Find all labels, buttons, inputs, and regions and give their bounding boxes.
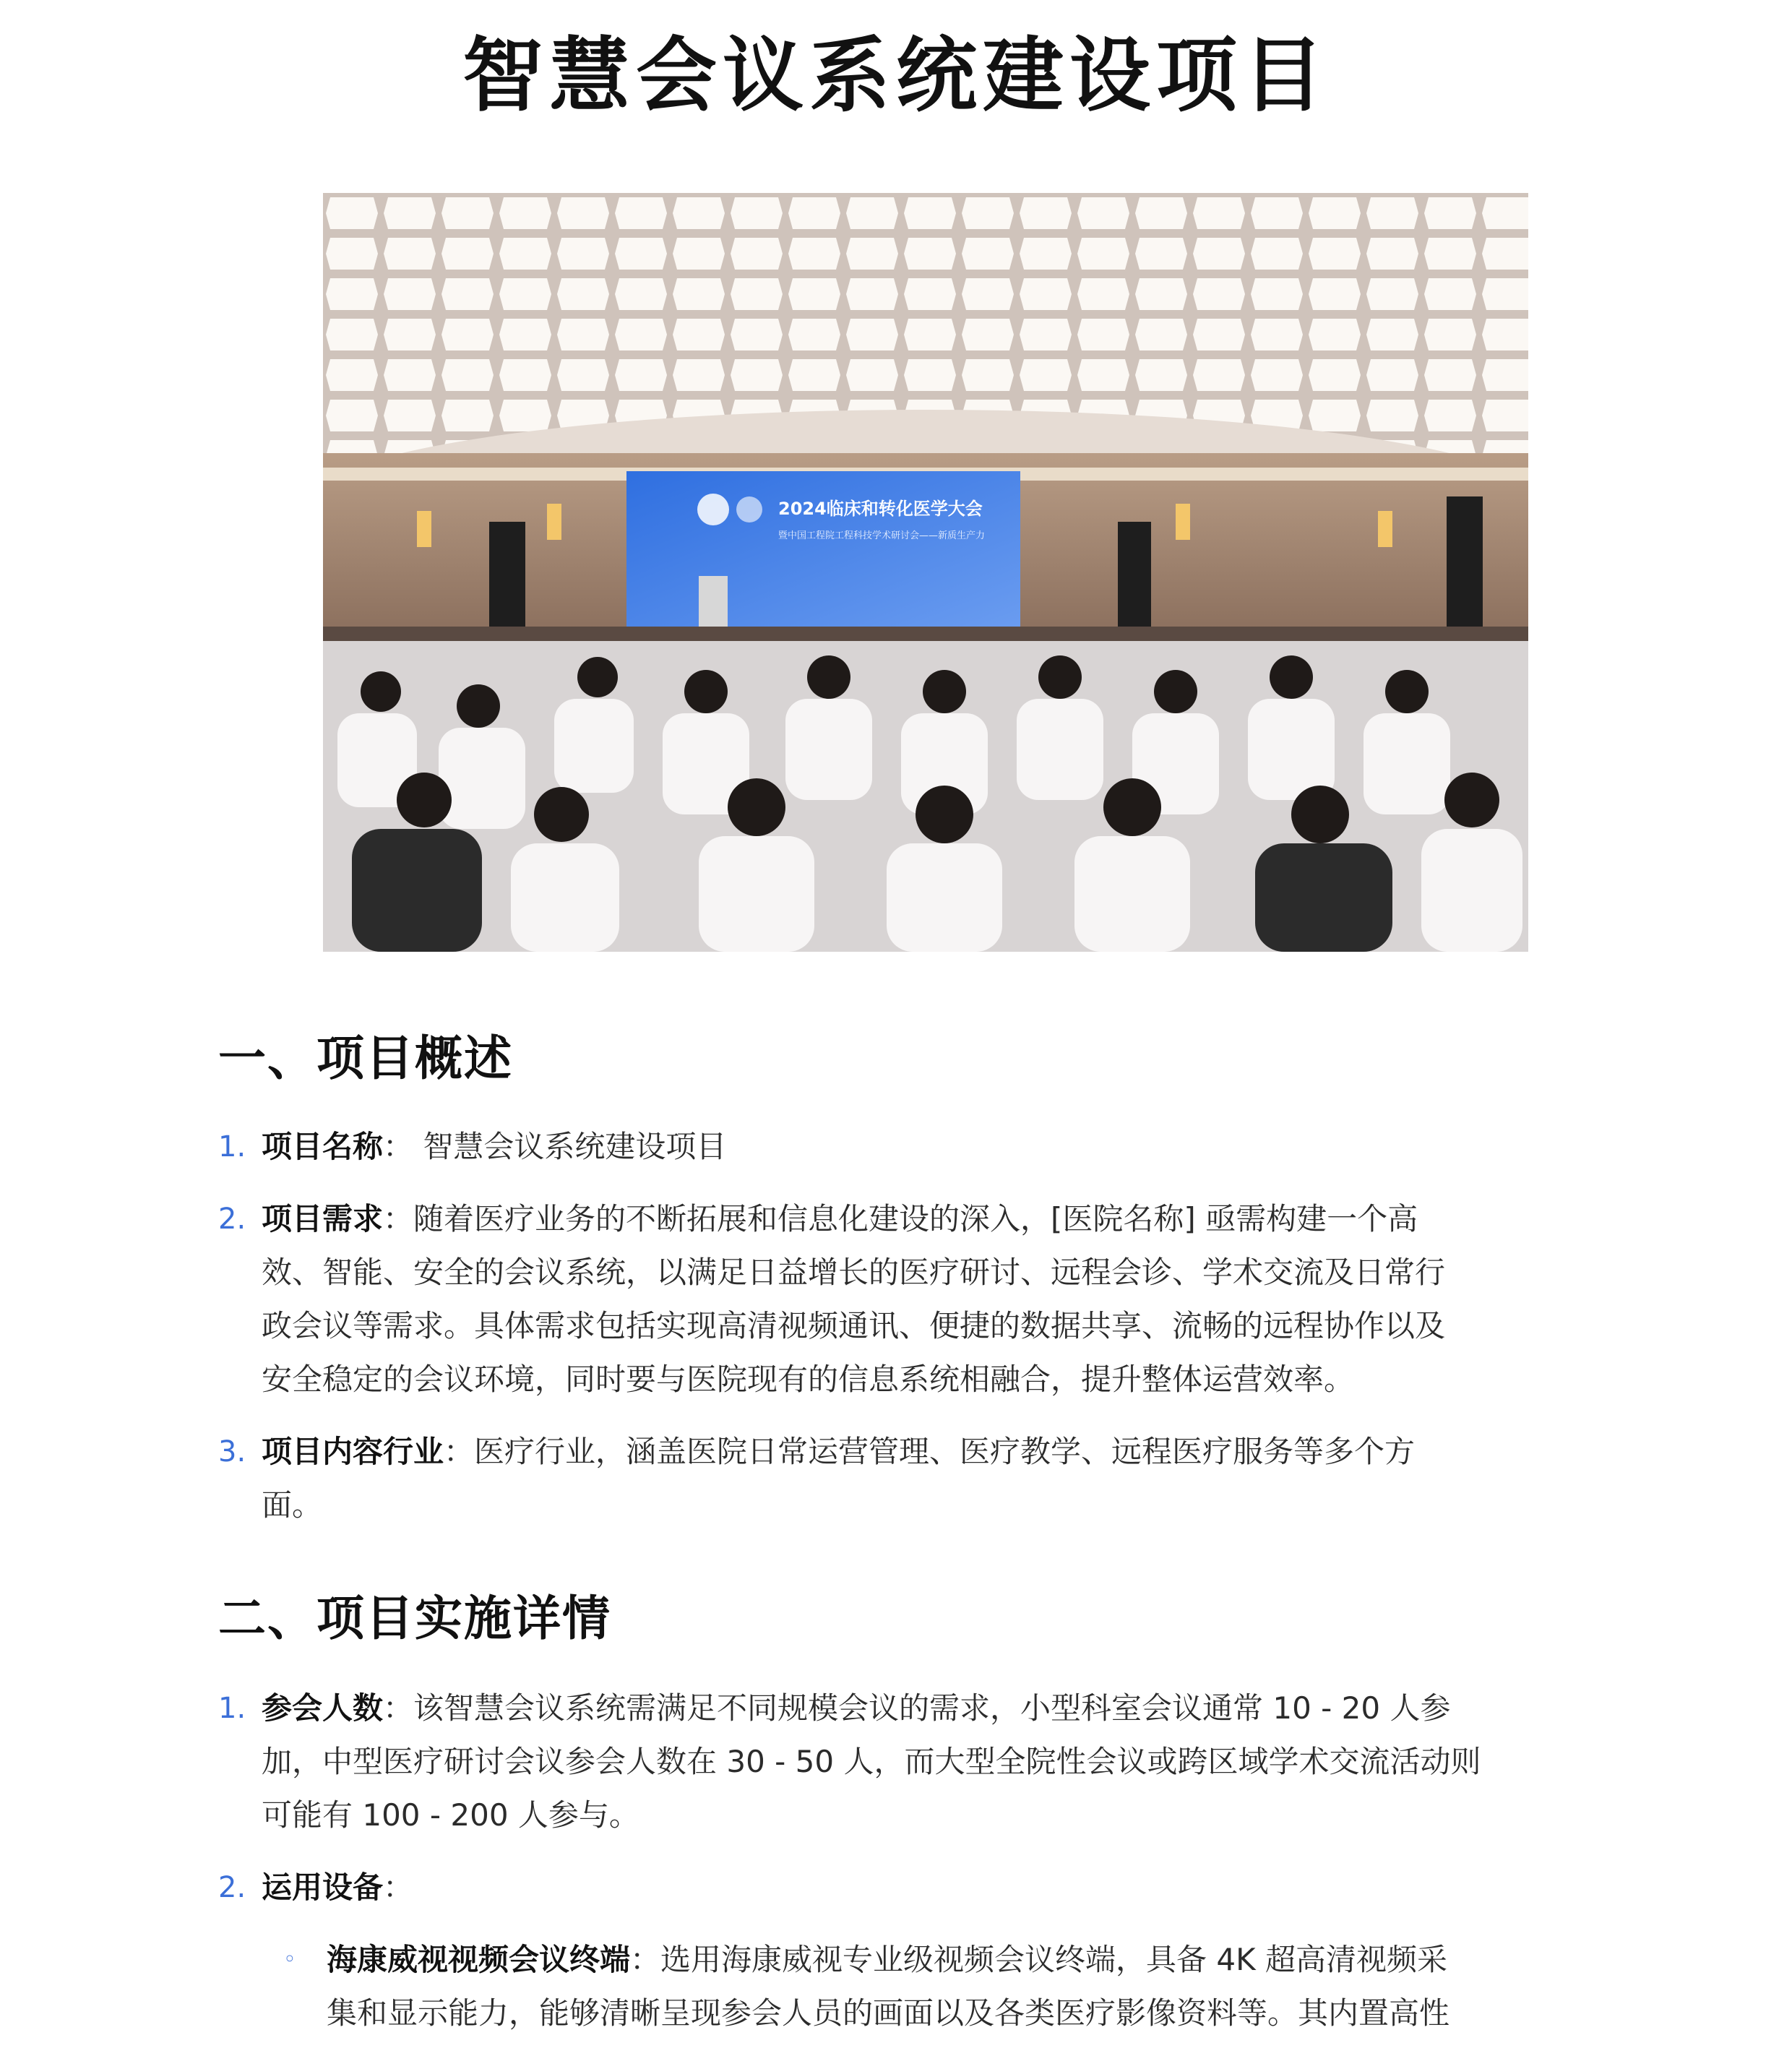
item-label: 项目需求 — [262, 1201, 384, 1236]
list-number: 2. — [218, 1871, 246, 1904]
list-item — [218, 1120, 1591, 1174]
item-separator: ： — [630, 1942, 661, 1977]
item-label: 项目名称 — [262, 1129, 384, 1164]
item-separator: ： — [383, 1129, 414, 1164]
item-line: 该智慧会议系统需满足不同规模会议的需求，小型科室会议通常 10 - 20 人参 — [413, 1690, 1451, 1726]
list-item — [218, 1682, 1591, 1842]
item-separator: ： — [444, 1434, 475, 1469]
equipment-sublist — [218, 1933, 1591, 2040]
item-label: 运用设备 — [262, 1870, 384, 1905]
item-line: 选用海康威视专业级视频会议终端，具备 4K 超高清视频采 — [660, 1942, 1447, 1977]
section-heading: 一、项目概述 — [218, 1031, 513, 1086]
section-overview — [218, 1026, 1591, 1532]
item-line: 面。 — [262, 1487, 323, 1523]
conference-photo — [323, 193, 1528, 952]
item-line: 加，中型医疗研讨会议参会人数在 30 - 50 人，而大型全院性会议或跨区域学术交流活动则 — [262, 1744, 1481, 1779]
implementation-list — [218, 1682, 1591, 1914]
item-separator: ： — [383, 1201, 414, 1236]
section-implementation — [218, 1586, 1591, 2040]
overview-list — [218, 1120, 1591, 1532]
screen-headline: 2024临床和转化医学大会 — [778, 499, 983, 519]
list-number: 3. — [218, 1435, 246, 1468]
list-item — [218, 1933, 1591, 2040]
item-line: 随着医疗业务的不断拓展和信息化建设的深入，[医院名称] 亟需构建一个高 — [413, 1201, 1418, 1236]
item-text: 智慧会议系统建设项目 — [413, 1129, 727, 1164]
list-item — [218, 1425, 1591, 1532]
item-line: 集和显示能力，能够清晰呈现参会人员的画面以及各类医疗影像资料等。其内置高性 — [327, 1995, 1450, 2031]
item-line: 医疗行业，涵盖医院日常运营管理、医疗教学、远程医疗服务等多个方 — [474, 1434, 1416, 1469]
list-number: 1. — [218, 1692, 246, 1725]
screen-subtitle: 暨中国工程院工程科技学术研讨会——新质生产力 — [778, 530, 986, 541]
list-item — [218, 1861, 1591, 1914]
item-line: 效、智能、安全的会议系统，以满足日益增长的医疗研讨、远程会诊、学术交流及日常行 — [262, 1255, 1446, 1290]
item-label: 项目内容行业 — [262, 1434, 444, 1469]
list-number: 1. — [218, 1130, 246, 1164]
item-line: 安全稳定的会议环境，同时要与医院现有的信息系统相融合，提升整体运营效率。 — [262, 1362, 1355, 1397]
hollow-bullet-icon: ◦ — [283, 1947, 296, 1972]
section-heading: 二、项目实施详情 — [218, 1591, 611, 1646]
item-label: 海康威视视频会议终端 — [327, 1942, 631, 1977]
list-item — [218, 1192, 1591, 1406]
document-title: 智慧会议系统建设项目 — [462, 29, 1330, 123]
list-number: 2. — [218, 1203, 246, 1236]
item-label: 参会人数 — [262, 1690, 384, 1726]
item-line: 政会议等需求。具体需求包括实现高清视频通讯、便捷的数据共享、流畅的远程协作以及 — [262, 1308, 1446, 1343]
item-line: 可能有 100 - 200 人参与。 — [262, 1797, 639, 1833]
item-separator: ： — [383, 1690, 414, 1726]
item-separator: ： — [383, 1870, 414, 1905]
